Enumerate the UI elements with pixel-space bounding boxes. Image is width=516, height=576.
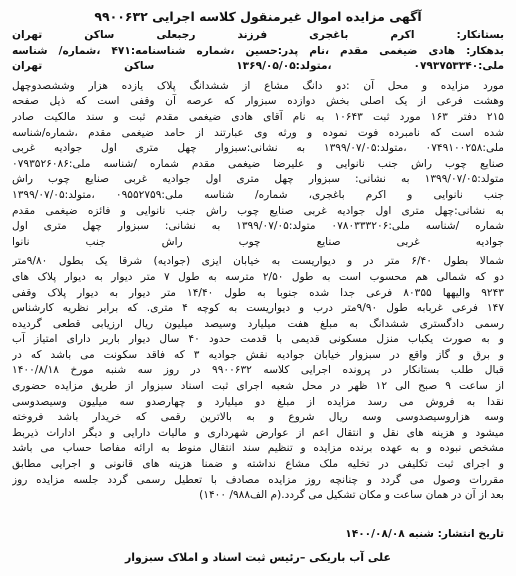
notice-line: ۱۴۷ فرعی غربابه طول ۹/۹۰متر درب و دیواریست به کوچه ۴ متری. که برابر نظریه کارشناس — [12, 302, 504, 315]
notice-line: بستانکار: اکرم باغجری فرزند رجبعلی ساکن تهران — [12, 29, 504, 41]
notice-line: شماره /شناسه ملی:۰۷۸۰۳۳۳۲۰۶ متولد:۱۳۹۹/۰۷/۰۵ به نشانی: سبزوار چهل متری اول — [12, 220, 504, 233]
notice-line: صنایع چوب راش جنب نانوایی و علیرضا ضیغمی مقدم شماره /شناسه ملی:۰۷۹۳۵۲۶۰۸۶ — [12, 157, 504, 170]
notice-line: و اجرای ثبت تکلیفی در تخلیه ملک مشاع نداشته و ضمنا هزینه های قانونی و اجرایی مطابق — [12, 458, 504, 471]
notice-line: شده است که نامبرده فوت نموده و ورثه وی عبارتند از حامد ضیغمی مقدم ،شماره/شناسه — [12, 126, 504, 139]
notice-line: قبال طلب بستانکار در پرونده اجرایی کلاسه ۹۹۰۰۶۳۲ در روز سه شنبه مورخ ۱۴۰۰/۸/۱۸ — [12, 364, 504, 377]
notice-line: ۲۱۵ دفتر ۱۶۳ مورد ثبت ۱۰۶۴۳ به نام آقای هادی ضیغمی مقدم ثبت و سند مالکیت صادر — [12, 110, 504, 123]
publish-date: تاریخ انتشار: شنبه ۱۴۰۰/۰۸/۰۸ — [345, 528, 504, 540]
notice-line: دو که شمالی هم محسوب است به طول ۲/۵۰ مترسه به طول ۷ متر دیوار به دیوار پلاک های — [12, 270, 504, 283]
notice-line: و به صورت یکباب منزل مسکونی قدیمی با قدمت حدود ۴۰ سال دیوار باربر دارای امتیاز آب — [12, 333, 504, 346]
notice-line: رسمی دادگستری ششدانگ به مبلغ هفت میلیارد وسیصد میلیون ریال ارزیابی قطعی گردیده — [12, 317, 504, 330]
notice-line: وهشت فرعی از یک اصلی بخش دوازده سبزوار که عرصه آن وقفی است که ذیل صفحه — [12, 95, 504, 108]
notice-line: مشخص نبوده و به عهده برنده مزایده و تنظیم سند انتقال منوط به ارائه مفاصا حساب می باشد — [12, 442, 504, 455]
notice-line: ۹۲۴۳ والیهها ۸۰۳۵۵ فرعی جدا شده جنوبا به طول ۱۴/۴۰ متر دیوار به دیوار پلاک وقفی — [12, 286, 504, 299]
notice-line: نقدا به فروش می رسد مزایده از مبلغ دو میلیارد و چهارصدو سه میلیون وسیصدوسی — [12, 395, 504, 408]
notice-line: بدهکار: هادی ضیغمی مقدم ،نام پدر:حسین ،شماره شناسنامه:۴۷۱ ،شماره/ شناسه — [12, 44, 504, 57]
notice-line: به نشانی:چهل متری اول جوادیه غربی صنایع چوب راش جنب نانوایی و فائزه ضیغمی مقدم — [12, 204, 504, 217]
notice-line: ملی:۰۷۹۳۷۵۳۳۴۰ ،متولد:۱۳۶۹/۰۵/۰۵ ساکن تهران — [12, 60, 504, 73]
notice-line: میشود و هزینه های نقل و انتقال اعم از عوارض شهرداری و مالیات دارایی و دیگر ادارات ذیربط — [12, 426, 504, 439]
notice-line: بعد از آن در همان ساعت و مکان تشکیل می گردد.(م الف۹۸۸/ ۱۴۰۰) — [199, 489, 504, 502]
signature: علی آب باریکی –رئیس ثبت اسناد و املاک سبزوار — [124, 551, 392, 564]
notice-line: از ساعت ۹ صبح الی ۱۲ ظهر در محل شعبه اجرای ثبت اسناد سبزوار از طریق مزایده حضوری — [12, 380, 504, 393]
notice-body — [12, 28, 504, 504]
notice-line: شمالا بطول ۶/۴۰ متر در و دیواریست به خیابان ایزی (جوادیه) شرقا یک بطول ۹/۸۰متر — [12, 255, 504, 268]
notice-footer — [12, 527, 504, 566]
notice-line: مورد مزایده و محل آن :دو دانگ مشاع از ششدانگ پلاک یازده هزار وششصدوچهل — [12, 79, 504, 92]
notice-line: و برق و گاز واقع در سبزوار خیابان جوادیه نقش جوادیه ۳ که فاقد سکونت می باشد که در — [12, 348, 504, 361]
notice-line: جوادیه غربی صنایع چوب راش جنب نانوا — [12, 235, 504, 248]
notice-line: وسه هزاروسیصدوسی وسه ریال شروع و به بالاترین رقمی که خریدار باشد فروخته — [12, 411, 504, 424]
notice-line: متولد:۱۳۹۹/۰۷/۰۵ به نشانی: سبزوار چهل متری اول جوادیه غربی صنایع چوب راش — [12, 173, 504, 186]
notice-line: مقررات وصول می گردد و چنانچه روز مزایده مصادف با تعطیل رسمی گردد جلسه مزایده روز — [12, 473, 504, 486]
notice-title: آگهی مزایده اموال غیرمنقول کلاسه اجرایی ۹۹۰۰۶۳۲ — [94, 9, 422, 24]
notice-line: ملی:۰۷۴۹۱۰۰۲۵۸ ،متولد:۱۳۹۹/۰۷/۰۵ به نشانی:سبزوار چهل متری اول جوادیه غربی — [12, 142, 504, 155]
notice-line: جنب نانوایی و اکرم باغجری، شماره/ شناسه ملی:۰۹۵۵۲۷۵۹ ،متولد:۱۳۹۹/۰۷/۰۵ — [12, 188, 504, 201]
